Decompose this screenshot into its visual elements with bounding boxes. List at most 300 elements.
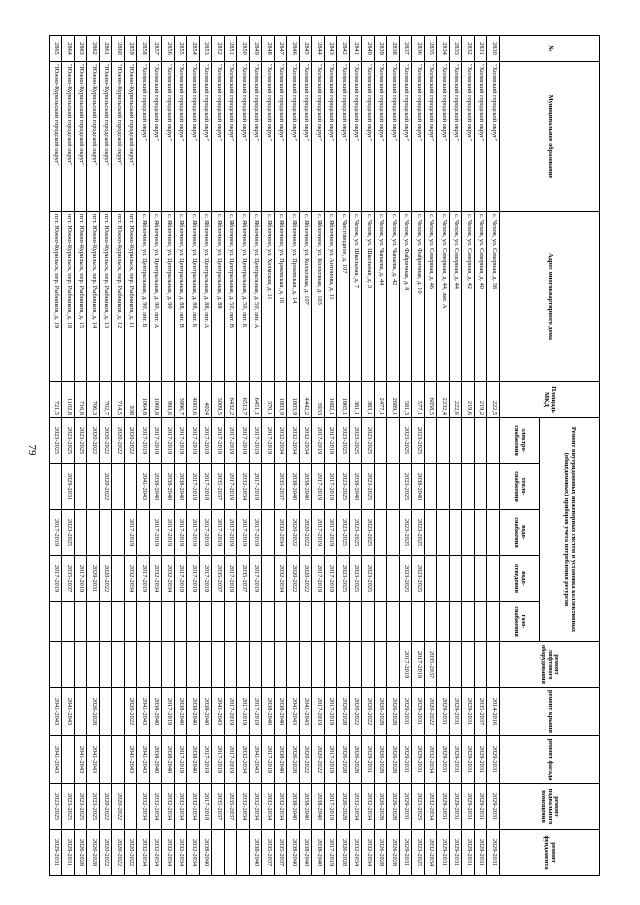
row-water: 2017-2019 [225, 510, 238, 556]
row-electro [375, 418, 388, 464]
row-gas [437, 602, 450, 642]
row-basement: 2032-2034 [162, 784, 175, 830]
row-address: пгт. Южно-Курильск, пер. Рыбников, д. 12 [112, 212, 125, 382]
row-roof: 2017-2019 [237, 688, 250, 736]
table-row [137, 36, 150, 876]
table-row [250, 36, 263, 876]
row-roof: 2041-2043 [62, 688, 75, 736]
row-basement: 2032-2034 [137, 784, 150, 830]
row-heat: 2017-2019 [187, 464, 200, 510]
row-electro: 2032-2034 [300, 418, 313, 464]
row-heat: 2035-2037 [275, 464, 288, 510]
row-heat [437, 464, 450, 510]
row-number: 2860 [112, 36, 125, 62]
row-address: с. Яблочное, ул. Антонова, д. 11 [325, 212, 338, 382]
row-number: 2850 [237, 36, 250, 62]
row-heat: 2038-2040 [175, 464, 188, 510]
row-heat: 2038-2040 [300, 464, 313, 510]
row-basement: 2032-2034 [425, 784, 438, 830]
row-heat: 2038-2040 [350, 464, 363, 510]
row-facade: 2026-2028 [337, 736, 350, 784]
row-roof: 2038-2040 [200, 688, 213, 736]
table-row [362, 36, 375, 876]
row-basement: 2023-2025 [75, 784, 88, 830]
row-heat [112, 464, 125, 510]
row-foundation: 2038-2040 [287, 830, 300, 876]
row-electro: 2020-2022 [100, 418, 113, 464]
row-facade: 2032-2034 [237, 736, 250, 784]
row-address: с. Чехов, ул. Северная, д. 44 [450, 212, 463, 382]
row-basement: 2035-2037 [212, 784, 225, 830]
row-gas [487, 602, 500, 642]
row-basement: 2032-2034 [175, 784, 188, 830]
row-lift [362, 642, 375, 688]
row-sewer: 2020-2022 [287, 556, 300, 602]
row-water: 2023-2025 [350, 510, 363, 556]
row-electro: 2017-2019 [200, 418, 213, 464]
row-electro [437, 418, 450, 464]
row-facade: 2041-2043 [250, 736, 263, 784]
row-roof [75, 688, 88, 736]
row-address: с. Яблочное, ул. Центральная, д. 88 [212, 212, 225, 382]
row-water [375, 510, 388, 556]
row-sewer: 2023-2025 [400, 556, 413, 602]
row-sewer [387, 556, 400, 602]
row-address: с. Яблочное, ул. Центральная, д. 88, лит. В [175, 212, 188, 382]
row-number: 2847 [275, 36, 288, 62]
row-electro: 2023-2025 [75, 418, 88, 464]
row-heat: 2023-2025 [337, 464, 350, 510]
row-number: 2848 [262, 36, 275, 62]
row-electro: 2023-2025 [412, 418, 425, 464]
row-area: 381,1 [350, 382, 363, 418]
row-roof: 2017-2019 [312, 688, 325, 736]
row-municipality: "Холмский городской округ" [437, 62, 450, 212]
row-foundation: 2032-2034 [362, 830, 375, 876]
row-number: 2855 [175, 36, 188, 62]
row-municipality: "Холмский городской округ" [212, 62, 225, 212]
table-row [450, 36, 463, 876]
row-foundation: 2032-2034 [150, 830, 163, 876]
row-area: 4024 [200, 382, 213, 418]
row-address: с. Чистоводное, д. 107 [337, 212, 350, 382]
row-number: 2863 [75, 36, 88, 62]
row-lift [387, 642, 400, 688]
row-area: 993,6 [162, 382, 175, 418]
row-gas [87, 602, 100, 642]
row-basement: 2017-2019 [200, 784, 213, 830]
row-electro: 2017-2019 [237, 418, 250, 464]
page-number: 79 [26, 444, 38, 456]
row-municipality: "Холмский городской округ" [250, 62, 263, 212]
row-electro: 2023-2025 [350, 418, 363, 464]
table-row [475, 36, 488, 876]
row-area: 3996,7 [175, 382, 188, 418]
table-row [350, 36, 363, 876]
row-sewer: 2029-2031 [87, 556, 100, 602]
row-lift [62, 642, 75, 688]
row-gas [375, 602, 388, 642]
row-number: 2839 [375, 36, 388, 62]
table-row [275, 36, 288, 876]
row-sewer: 2017-2019 [250, 556, 263, 602]
table-row [387, 36, 400, 876]
row-municipality: "Холмский городской округ" [400, 62, 413, 212]
row-gas [200, 602, 213, 642]
row-area: 1865,1 [337, 382, 350, 418]
row-lift [262, 642, 275, 688]
row-electro [387, 418, 400, 464]
row-number: 2864 [62, 36, 75, 62]
table-row [50, 36, 63, 876]
row-foundation [212, 830, 225, 876]
row-heat: 2020-2022 [100, 464, 113, 510]
row-gas [362, 602, 375, 642]
table-row [312, 36, 325, 876]
row-facade: 2026-2028 [387, 736, 400, 784]
row-number: 2849 [250, 36, 263, 62]
header-foundation: ремонт фундамента [500, 830, 600, 876]
row-area: 721,5 [50, 382, 63, 418]
row-electro: 2023-2025 [362, 418, 375, 464]
row-gas [75, 602, 88, 642]
row-facade: 2029-2031 [487, 736, 500, 784]
row-address: с. Чехов, ул. Школьная, д. 7 [350, 212, 363, 382]
row-municipality: "Холмский городской округ" [137, 62, 150, 212]
row-heat [487, 464, 500, 510]
row-lift [200, 642, 213, 688]
row-basement: 2023-2025 [50, 784, 63, 830]
row-foundation: 2026-2028 [387, 830, 400, 876]
row-area: 219,2 [475, 382, 488, 418]
row-area: 938 [125, 382, 138, 418]
row-water [112, 510, 125, 556]
row-lift [100, 642, 113, 688]
row-number: 2846 [287, 36, 300, 62]
row-water: 2023-2025 [337, 510, 350, 556]
row-area: 706,3 [87, 382, 100, 418]
row-area: 2477,1 [375, 382, 388, 418]
row-roof: 2020-2022 [425, 688, 438, 736]
row-sewer [112, 556, 125, 602]
row-electro: 2020-2022 [125, 418, 138, 464]
row-municipality: "Холмский городской округ" [287, 62, 300, 212]
row-lift [175, 642, 188, 688]
row-area: 3009,5 [212, 382, 225, 418]
row-foundation: 2029-2031 [475, 830, 488, 876]
row-address: с. Чехов, ул. Северная, д. 38 [487, 212, 500, 382]
row-heat: 2029-2031 [62, 464, 75, 510]
row-sewer: 2017-2019 [187, 556, 200, 602]
row-lift [450, 642, 463, 688]
row-heat: 2023-2025 [400, 464, 413, 510]
table-body [50, 36, 500, 876]
row-electro [425, 418, 438, 464]
row-gas [387, 602, 400, 642]
row-gas [112, 602, 125, 642]
table-row [462, 36, 475, 876]
row-address: с. Чехов, ул. Фабричная, д. 8 [400, 212, 413, 382]
row-heat [450, 464, 463, 510]
row-roof: 2026-2028 [337, 688, 350, 736]
row-foundation: 2026-2028 [75, 830, 88, 876]
row-water: 2017-2019 [250, 510, 263, 556]
row-roof: 2029-2031 [400, 688, 413, 736]
row-sewer [475, 556, 488, 602]
table-row [187, 36, 200, 876]
row-area: 3933 [312, 382, 325, 418]
row-municipality: "Южно-Курильский городской округ" [75, 62, 88, 212]
row-municipality: "Холмский городской округ" [325, 62, 338, 212]
row-water [87, 510, 100, 556]
header-area: Площадь МКД [500, 382, 600, 418]
row-electro: 2017-2019 [312, 418, 325, 464]
row-lift [50, 642, 63, 688]
row-roof: 2029-2031 [412, 688, 425, 736]
row-roof: 2017-2019 [325, 688, 338, 736]
row-gas [150, 602, 163, 642]
row-facade: 2029-2031 [362, 736, 375, 784]
row-sewer: 2020-2022 [300, 556, 313, 602]
row-basement: 2020-2022 [112, 784, 125, 830]
row-gas [125, 602, 138, 642]
row-gas [312, 602, 325, 642]
row-facade: 2017-2019 [225, 736, 238, 784]
row-lift [87, 642, 100, 688]
row-facade: 2029-2031 [462, 736, 475, 784]
row-area: 1069,8 [150, 382, 163, 418]
row-water [387, 510, 400, 556]
table-row [287, 36, 300, 876]
row-electro [487, 418, 500, 464]
row-basement: 2038-2040 [312, 784, 325, 830]
row-facade: 2017-2019 [325, 736, 338, 784]
row-address: с. Яблочное, ул. Центральная, д. 50, лит. В [225, 212, 238, 382]
row-electro: 2017-2019 [325, 418, 338, 464]
row-basement: 2032-2034 [362, 784, 375, 830]
row-municipality: "Южно-Курильский городской округ" [125, 62, 138, 212]
table-row [200, 36, 213, 876]
row-gas [50, 602, 63, 642]
row-sewer: 2023-2025 [337, 556, 350, 602]
row-address: с. Яблочное, ул. Холмская, д. 11 [262, 212, 275, 382]
row-number: 2854 [187, 36, 200, 62]
table-row [237, 36, 250, 876]
row-facade: 2017-2019 [262, 736, 275, 784]
row-sewer: 2017-2019 [175, 556, 188, 602]
row-electro: 2023-2025 [337, 418, 350, 464]
row-roof: 2029-2031 [462, 688, 475, 736]
row-basement: 2032-2034 [250, 784, 263, 830]
row-basement: 2038-2040 [300, 784, 313, 830]
row-roof: 2035-2037 [475, 688, 488, 736]
row-area: 222,5 [487, 382, 500, 418]
row-number: 2832 [462, 36, 475, 62]
row-area: 1064,8 [137, 382, 150, 418]
row-roof: 2026-2028 [387, 688, 400, 736]
row-address: с. Яблочное, ул. Центральная, д. 50, лит. Б [237, 212, 250, 382]
row-municipality: "Холмский городской округ" [337, 62, 350, 212]
row-lift [212, 642, 225, 688]
row-sewer: 2017-2019 [325, 556, 338, 602]
row-area: 1682,1 [325, 382, 338, 418]
row-electro: 2023-2025 [400, 418, 413, 464]
row-sewer: 2032-2034 [162, 556, 175, 602]
row-area: 6451,1 [250, 382, 263, 418]
table-row [162, 36, 175, 876]
row-municipality: "Холмский городской округ" [487, 62, 500, 212]
row-foundation: 2029-2031 [50, 830, 63, 876]
row-roof: 2029-2031 [450, 688, 463, 736]
row-foundation: 2032-2034 [350, 830, 363, 876]
row-foundation: 2026-2028 [87, 830, 100, 876]
row-address: с. Яблочное, ул. Центральная, д. 88, лит. А [200, 212, 213, 382]
row-address: с. Чехов, ул. Фабричная, д. 10 [412, 212, 425, 382]
row-lift [300, 642, 313, 688]
row-basement: 2032-2034 [187, 784, 200, 830]
row-water [425, 510, 438, 556]
row-lift [462, 642, 475, 688]
header-sewer: водо-отведения [500, 556, 540, 602]
row-gas [475, 602, 488, 642]
row-number: 2852 [212, 36, 225, 62]
row-roof: 2038-2040 [150, 688, 163, 736]
table-row [262, 36, 275, 876]
row-basement: 2038-2040 [287, 784, 300, 830]
row-foundation: 2032-2034 [137, 830, 150, 876]
row-basement: 2035-2037 [225, 784, 238, 830]
row-sewer [262, 556, 275, 602]
row-number: 2857 [150, 36, 163, 62]
row-number: 2859 [125, 36, 138, 62]
row-heat: 2038-2040 [287, 464, 300, 510]
table-row [337, 36, 350, 876]
row-roof: 2041-2043 [137, 688, 150, 736]
table-row [375, 36, 388, 876]
row-water: 2017-2019 [200, 510, 213, 556]
row-number: 2844 [312, 36, 325, 62]
row-number: 2838 [387, 36, 400, 62]
row-facade: 2017-2019 [175, 736, 188, 784]
table-row [212, 36, 225, 876]
row-facade: 2041-2043 [137, 736, 150, 784]
row-lift [250, 642, 263, 688]
row-foundation: 2032-2034 [175, 830, 188, 876]
row-facade: 2029-2031 [400, 736, 413, 784]
row-foundation: 2023-2025 [412, 830, 425, 876]
row-gas [187, 602, 200, 642]
row-water: 2020-2022 [287, 510, 300, 556]
row-lift [162, 642, 175, 688]
row-sewer [487, 556, 500, 602]
row-lift [375, 642, 388, 688]
row-area: 1102,8 [62, 382, 75, 418]
row-water [75, 510, 88, 556]
row-sewer [425, 556, 438, 602]
row-sewer: 2017-2019 [225, 556, 238, 602]
row-foundation: 2038-2040 [250, 830, 263, 876]
row-heat: 2017-2019 [200, 464, 213, 510]
row-facade [112, 736, 125, 784]
row-water: 2017-2019 [237, 510, 250, 556]
row-water: 2017-2019 [150, 510, 163, 556]
row-municipality: "Южно-Курильский городской округ" [50, 62, 63, 212]
row-basement [125, 784, 138, 830]
row-municipality: "Холмский городской округ" [412, 62, 425, 212]
row-address: с. Яблочное, ул. Пржевская, д. 14 [287, 212, 300, 382]
row-roof: 2026-2028 [87, 688, 100, 736]
row-heat [125, 464, 138, 510]
row-roof: 2029-2031 [437, 688, 450, 736]
row-address: с. Яблочное, ул. Центральная, д. 90, лит. Б [137, 212, 150, 382]
row-address: с. Чехов, ул. Северная, д. 40 [475, 212, 488, 382]
row-heat: 2032-2034 [237, 464, 250, 510]
row-municipality: "Холмский городской округ" [275, 62, 288, 212]
row-basement: 2023-2025 [62, 784, 75, 830]
row-foundation: 2026-2028 [375, 830, 388, 876]
row-lift [437, 642, 450, 688]
row-water: 2017-2019 [325, 510, 338, 556]
row-lift [125, 642, 138, 688]
row-municipality: "Южно-Курильский городской округ" [62, 62, 75, 212]
row-water: 2017-2019 [312, 510, 325, 556]
row-gas [212, 602, 225, 642]
row-lift [275, 642, 288, 688]
row-heat: 2038-2040 [162, 464, 175, 510]
row-lift [287, 642, 300, 688]
table-row [325, 36, 338, 876]
row-electro [462, 418, 475, 464]
row-sewer: 2032-2034 [150, 556, 163, 602]
row-basement: 2029-2031 [400, 784, 413, 830]
row-facade: 2038-2040 [150, 736, 163, 784]
row-address: с. Яблочное, ул. Центральная, д. 90, лит. А [150, 212, 163, 382]
row-area: 6432,2 [225, 382, 238, 418]
row-municipality: "Холмский городской округ" [300, 62, 313, 212]
row-heat [462, 464, 475, 510]
row-municipality: "Холмский городской округ" [187, 62, 200, 212]
row-number: 2843 [325, 36, 338, 62]
row-water: 2020-2022 [300, 510, 313, 556]
row-electro: 2020-2022 [87, 418, 100, 464]
row-facade: 2029-2031 [450, 736, 463, 784]
row-heat: 2038-2040 [412, 464, 425, 510]
row-address: пгт. Южно-Курильск, пер. Рыбников, д. 15 [75, 212, 88, 382]
header-roof: ремонт крыши [500, 688, 600, 736]
row-lift [475, 642, 488, 688]
header-lift: ремонт лифтового оборудования [500, 642, 600, 688]
row-sewer: 2032-2034 [125, 556, 138, 602]
row-area: 2232,4 [437, 382, 450, 418]
row-municipality: "Южно-Курильский городской округ" [100, 62, 113, 212]
row-municipality: "Холмский городской округ" [425, 62, 438, 212]
row-foundation: 2026-2028 [337, 830, 350, 876]
row-facade: 2029-2031 [437, 736, 450, 784]
table-row [300, 36, 313, 876]
row-number: 2845 [300, 36, 313, 62]
row-electro: 2017-2019 [150, 418, 163, 464]
row-sewer: 2017-2019 [137, 556, 150, 602]
row-water: 2017-2019 [125, 510, 138, 556]
row-area: 370,1 [262, 382, 275, 418]
row-lift [325, 642, 338, 688]
row-gas [62, 602, 75, 642]
row-municipality: "Холмский городской округ" [375, 62, 388, 212]
row-address: с. Яблочное, ул. Центральная, д. 90 [162, 212, 175, 382]
row-electro [475, 418, 488, 464]
row-heat [75, 464, 88, 510]
table-row [425, 36, 438, 876]
